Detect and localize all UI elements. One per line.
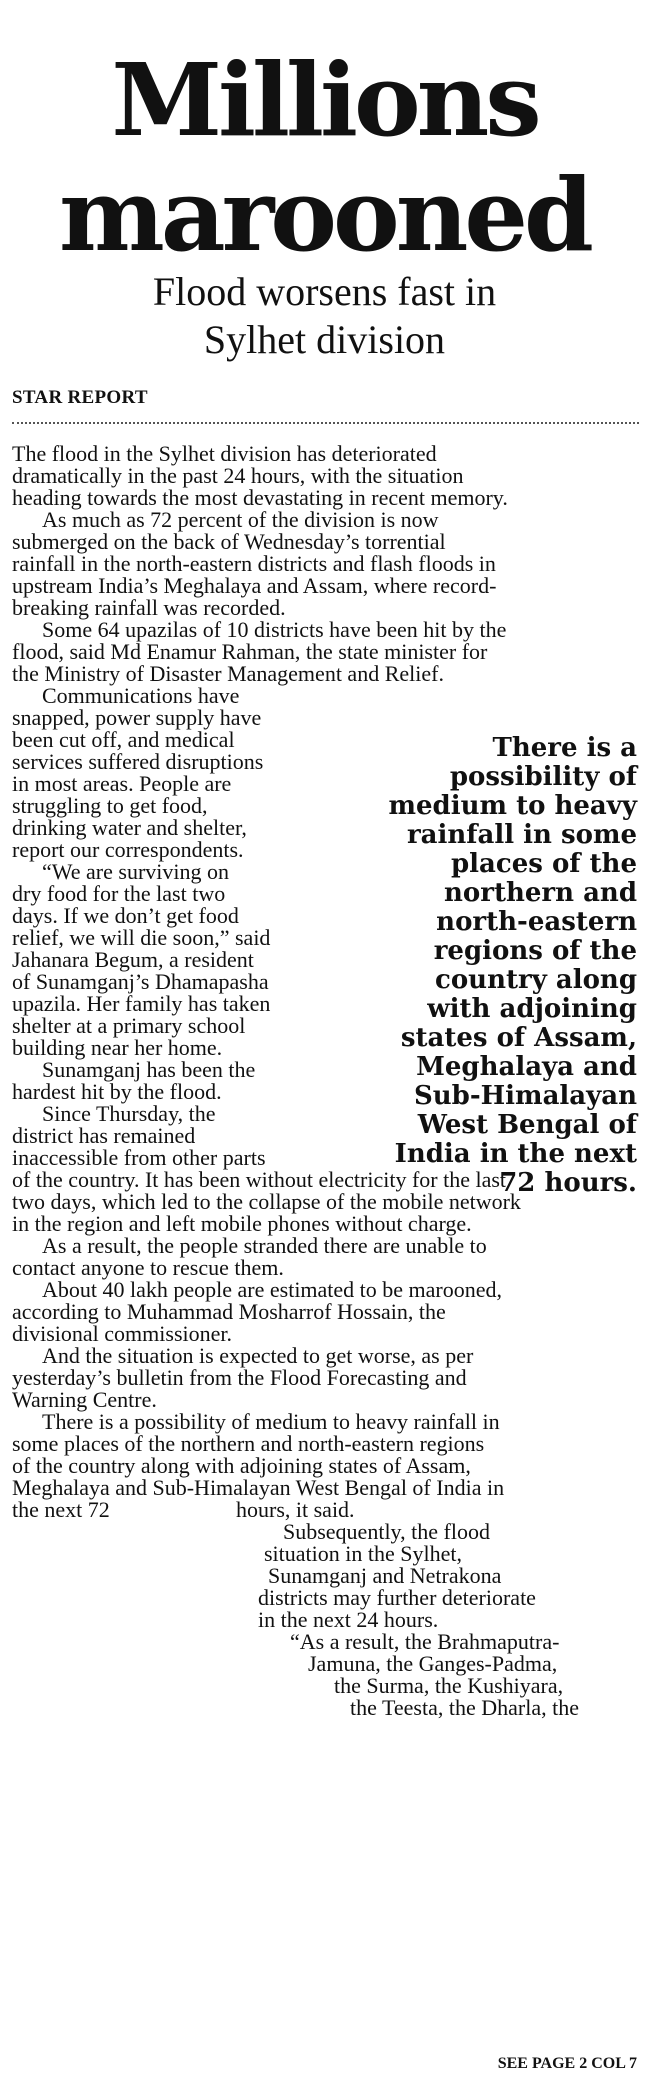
body-line: the Teesta, the Dharla, the xyxy=(350,1695,579,1720)
body-line: hours, it said. xyxy=(236,1497,355,1522)
body-line: As a result, the people stranded there are unable to xyxy=(42,1233,487,1258)
body-line: in the next 24 hours. xyxy=(258,1607,439,1632)
body-line: of Sunamganj’s Dhamapasha xyxy=(12,969,269,994)
body-line: two days, which led to the collapse of the mobile network xyxy=(12,1189,521,1214)
body-line: of the country. It has been without electricity for the last xyxy=(12,1167,507,1192)
body-line: flood, said Md Enamur Rahman, the state minister for xyxy=(12,639,488,664)
pull-quote-line: possibility of xyxy=(449,762,637,792)
pull-quote-line: with adjoining xyxy=(427,994,637,1024)
body-line: There is a possibility of medium to heavy rainfall in xyxy=(42,1409,500,1434)
continued-jump-line: SEE PAGE 2 COL 7 xyxy=(497,2055,637,2072)
body-line: Jamuna, the Ganges-Padma, xyxy=(308,1651,558,1676)
pull-quote-line: There is a xyxy=(492,733,637,763)
subheadline-line-2: Sylhet division xyxy=(203,317,446,362)
body-line: struggling to get food, xyxy=(12,793,208,818)
pull-quote-line: India in the next xyxy=(394,1139,637,1169)
body-line: Communications have xyxy=(42,683,240,708)
body-line: snapped, power supply have xyxy=(12,705,262,730)
body-line: upstream India’s Meghalaya and Assam, where record- xyxy=(12,573,497,598)
pull-quote-line: states of Assam, xyxy=(400,1023,637,1053)
body-line: the Surma, the Kushiyara, xyxy=(334,1673,564,1698)
body-line: of the country along with adjoining states of Assam, xyxy=(12,1453,471,1478)
byline: STAR REPORT xyxy=(12,387,148,408)
pull-quote-line: north-eastern xyxy=(436,907,637,937)
pull-quote-line: Meghalaya and xyxy=(416,1052,637,1082)
pull-quote-line: Sub-Himalayan xyxy=(413,1081,637,1111)
body-line: in the region and left mobile phones without charge. xyxy=(12,1211,472,1236)
headline-line-2: marooned xyxy=(59,156,590,274)
pull-quote-line: West Bengal of xyxy=(417,1110,637,1140)
body-line: been cut off, and medical xyxy=(12,727,235,752)
body-line: some places of the northern and north-eastern regions xyxy=(12,1431,485,1456)
body-line: About 40 lakh people are estimated to be marooned, xyxy=(42,1277,503,1302)
body-line: relief, we will die soon,” said xyxy=(12,925,271,950)
dotted-divider xyxy=(12,422,639,424)
pull-quote-line: 72 hours. xyxy=(499,1168,637,1198)
body-line: shelter at a primary school xyxy=(12,1013,246,1038)
subheadline-line-1: Flood worsens fast in xyxy=(152,269,497,314)
headline-line-1: Millions xyxy=(111,41,538,159)
body-line: As much as 72 percent of the division is now xyxy=(42,507,439,532)
body-line: in most areas. People are xyxy=(12,771,232,796)
body-line: building near her home. xyxy=(12,1035,223,1060)
subheadline xyxy=(0,268,649,364)
body-line: the Ministry of Disaster Management and Relief. xyxy=(12,661,444,686)
body-line: report our correspondents. xyxy=(12,837,244,862)
body-line: hardest hit by the flood. xyxy=(12,1079,222,1104)
body-line: the next 72 xyxy=(12,1497,110,1522)
body-line: drinking water and shelter, xyxy=(12,815,247,840)
body-line: contact anyone to rescue them. xyxy=(12,1255,284,1280)
body-line: dramatically in the past 24 hours, with the situation xyxy=(12,463,464,488)
body-line: divisional commissioner. xyxy=(12,1321,232,1346)
body-line: situation in the Sylhet, xyxy=(264,1541,462,1566)
pull-quote-line: northern and xyxy=(444,878,637,908)
body-line: breaking rainfall was recorded. xyxy=(12,595,286,620)
body-line: “As a result, the Brahmaputra- xyxy=(290,1629,560,1654)
body-line: upazila. Her family has taken xyxy=(12,991,271,1016)
pull-quote-line: rainfall in some xyxy=(406,820,637,850)
body-line: The flood in the Sylhet division has deteriorated xyxy=(12,441,437,466)
body-line: according to Muhammad Mosharrof Hossain, the xyxy=(12,1299,446,1324)
body-line: And the situation is expected to get worse, as per xyxy=(42,1343,474,1368)
body-line: Sunamganj has been the xyxy=(42,1057,256,1082)
body-line: services suffered disruptions xyxy=(12,749,264,774)
body-line: Since Thursday, the xyxy=(42,1101,216,1126)
body-line: days. If we don’t get food xyxy=(12,903,239,928)
body-line: Sunamganj and Netrakona xyxy=(268,1563,502,1588)
body-line: Subsequently, the flood xyxy=(283,1519,490,1544)
body-line: district has remained xyxy=(12,1123,196,1148)
body-line: Some 64 upazilas of 10 districts have been hit by the xyxy=(42,617,507,642)
body-line: Meghalaya and Sub-Himalayan West Bengal of India in xyxy=(12,1475,505,1500)
body-line: yesterday’s bulletin from the Flood Forecasting and xyxy=(12,1365,467,1390)
body-line: districts may further deteriorate xyxy=(258,1585,536,1610)
body-line: Warning Centre. xyxy=(12,1387,157,1412)
pull-quote-line: country along xyxy=(435,965,637,995)
pull-quote-line: places of the xyxy=(451,849,637,879)
pull-quote-line: medium to heavy xyxy=(388,791,637,821)
body-line: inaccessible from other parts xyxy=(12,1145,266,1170)
body-line: submerged on the back of Wednesday’s torrential xyxy=(12,529,446,554)
body-line: “We are surviving on xyxy=(42,859,229,884)
body-line: dry food for the last two xyxy=(12,881,226,906)
body-line: Jahanara Begum, a resident xyxy=(12,947,254,972)
body-line: heading towards the most devastating in recent memory. xyxy=(12,485,508,510)
body-line: rainfall in the north-eastern districts and flash floods in xyxy=(12,551,496,576)
pull-quote-line: regions of the xyxy=(433,936,637,966)
